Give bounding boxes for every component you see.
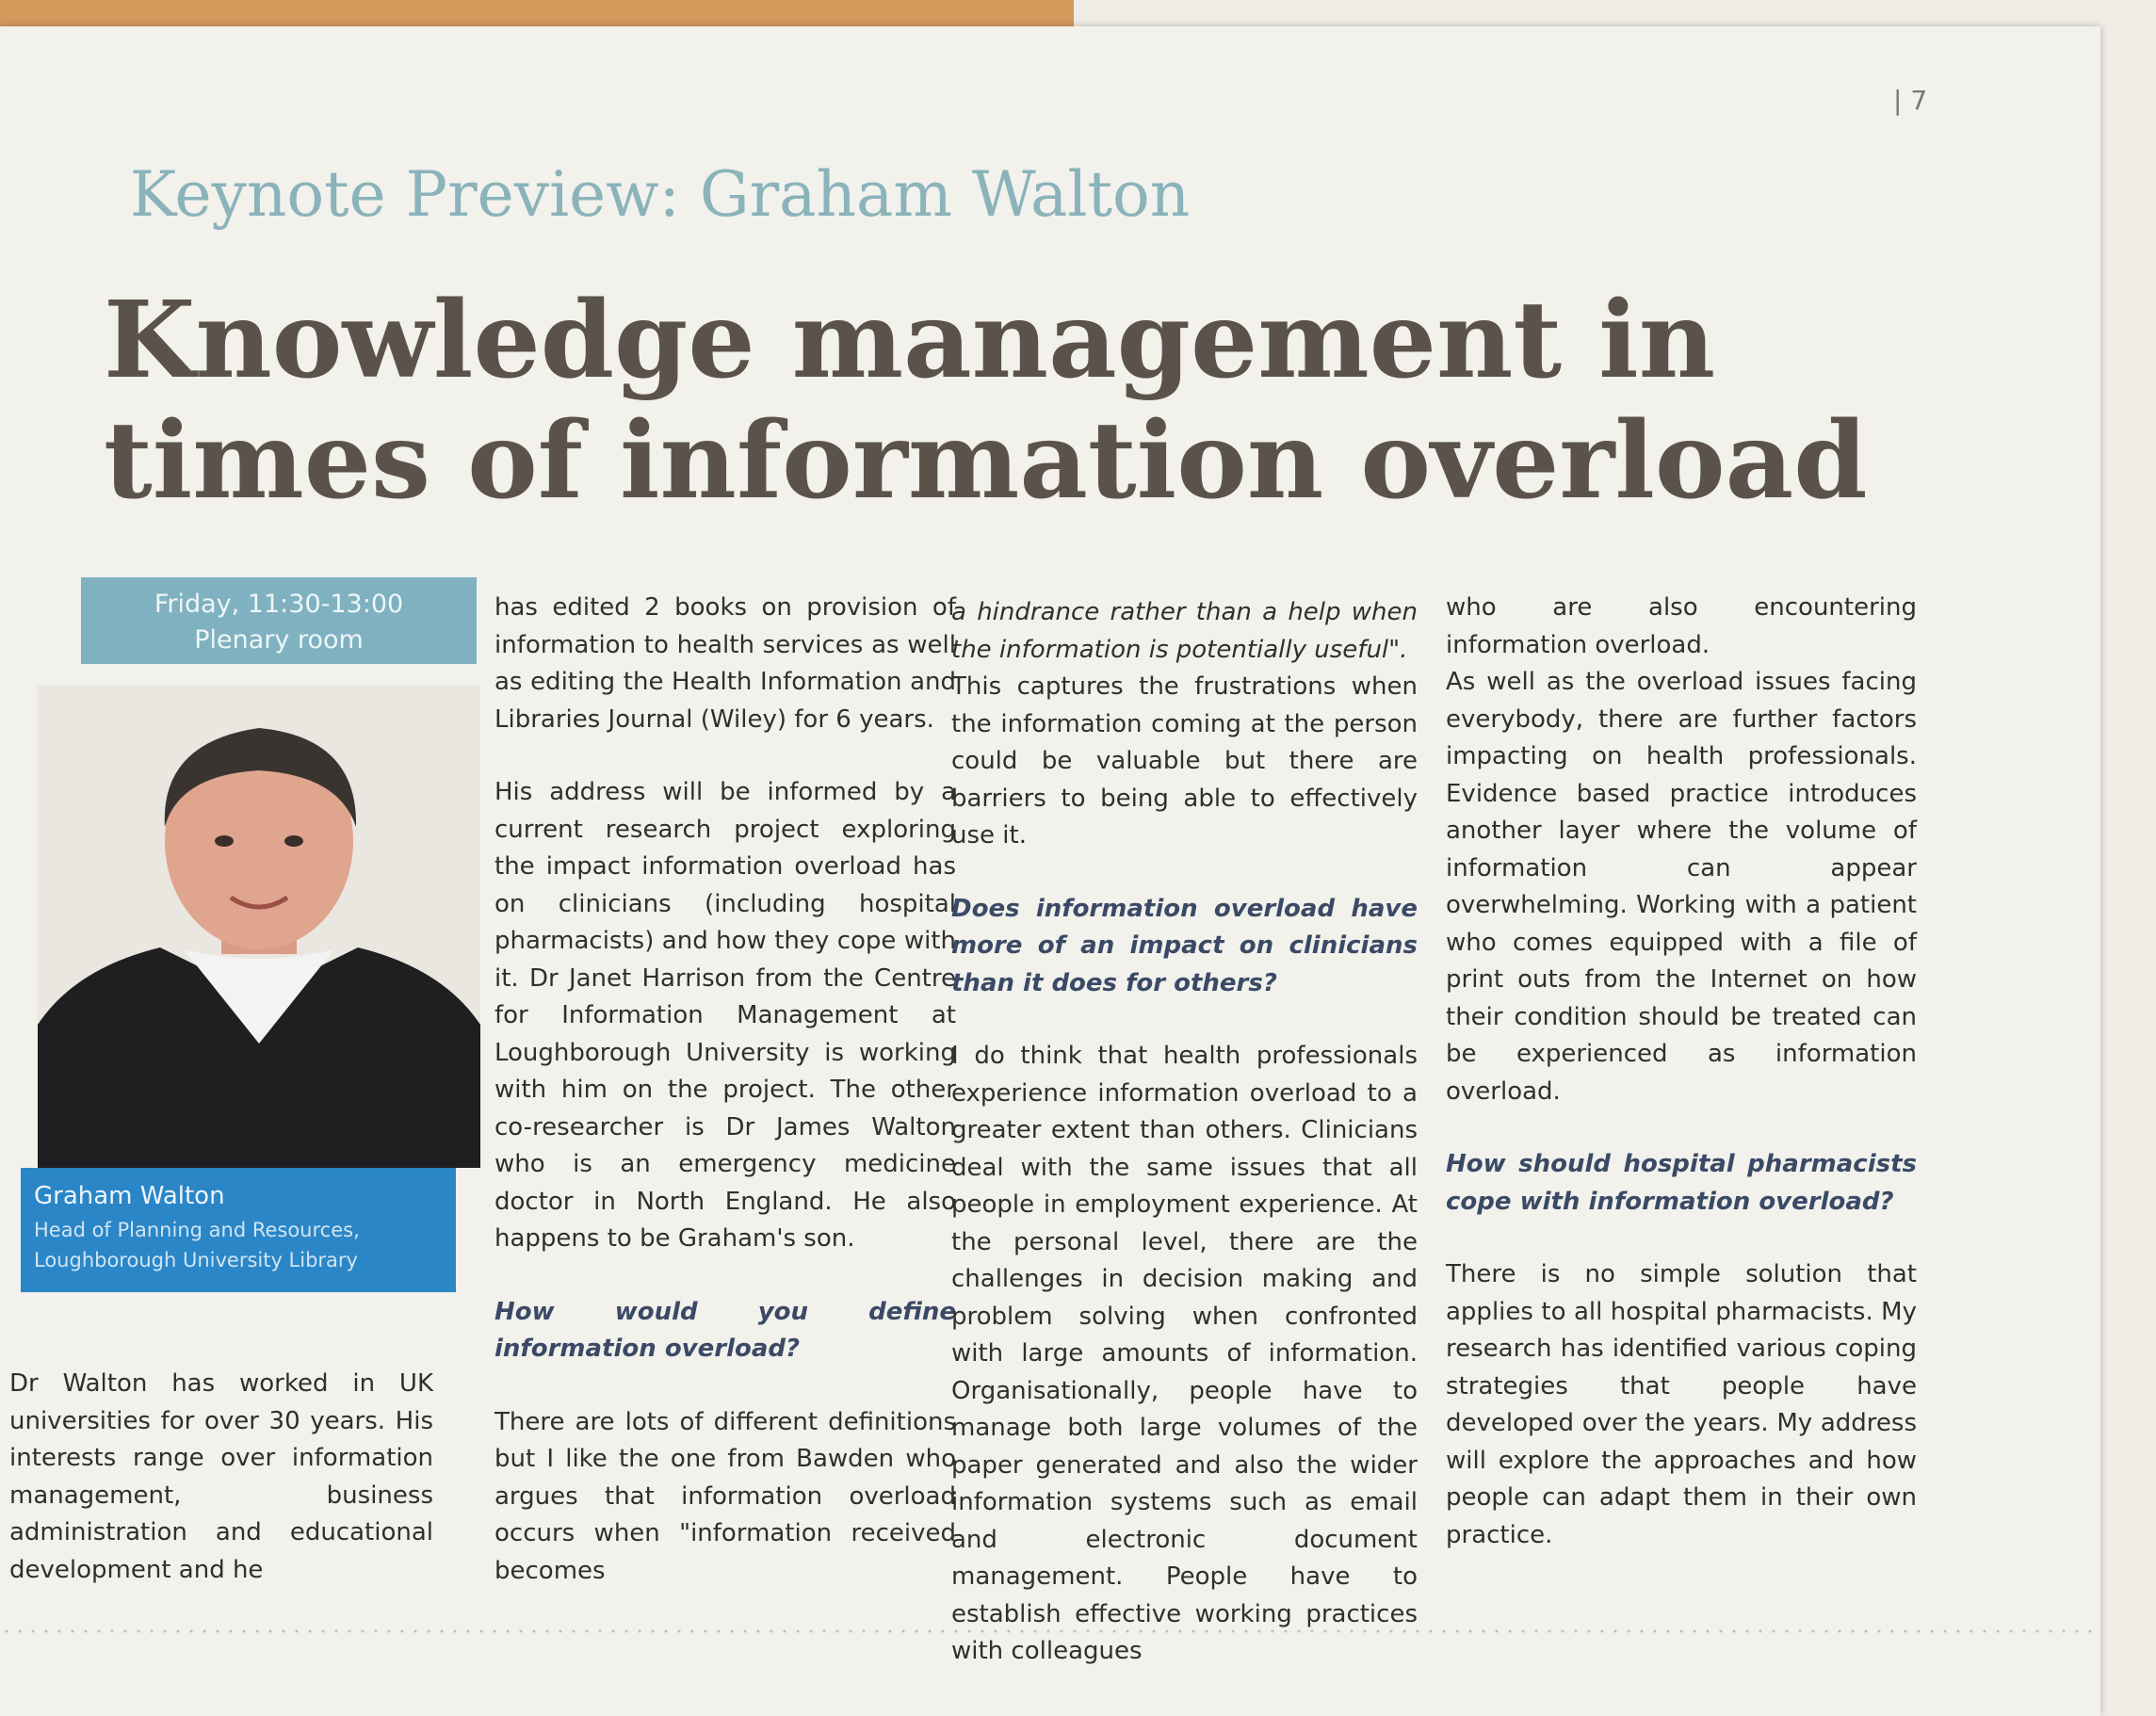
column-4 — [1446, 590, 1917, 1590]
answer-2-start: I do think that health professionals experience information overload to a greater extent than others. Clinicians deal with the same issues that all people in employment experience. At the personal level, there are the challenges in decision making and problem solving when confronted with large amounts of information. Organisationally, people have to manage both large volumes of the paper generated and also the wider information systems such as email and electronic document management. People have to establish effective working practices with colleagues — [951, 1042, 1418, 1665]
headline-line-1: Knowledge management in — [104, 279, 1716, 402]
kicker-title: Keynote Preview: Graham Walton — [130, 158, 1191, 231]
session-box — [81, 577, 477, 664]
caption-name: Graham Walton — [34, 1182, 225, 1210]
caption-org: Loughborough University Library — [34, 1249, 358, 1271]
answer-2-second-paragraph: As well as the overload issues facing everybody, there are further factors impacting on health professionals. Evidence based practice introduces another layer where the volume of information can appear overwhelming. Working with a patient who comes equipped with a file of print outs from the Internet on how their condition should be treated can be experienced as information overload. — [1446, 668, 1917, 1106]
answer-3: There is no simple solution that applies to all hospital pharmacists. My research has identified various coping strategies that people have developed over the years. My address will explore the approaches and how people can adapt them in their own practice. — [1446, 1260, 1917, 1549]
portrait-illustration — [38, 686, 480, 1168]
question-2: Does information overload have more of an impact on clinicians than it does for others? — [951, 894, 1418, 997]
column-1 — [9, 1366, 433, 1625]
session-time: Friday, 11:30-13:00 — [154, 590, 404, 619]
magazine-page — [0, 26, 2100, 1716]
intro-paragraph-start: Dr Walton has worked in UK universities for over 30 years. His interests range over information management, business administration and educational development and he — [9, 1369, 433, 1584]
column-2 — [494, 590, 956, 1626]
dotted-rule — [0, 1629, 2100, 1633]
session-room: Plenary room — [194, 625, 364, 655]
page-number: | 7 — [1893, 85, 1928, 116]
headline — [104, 281, 1868, 522]
answer-1-start: There are lots of different definitions but I like the one from Bawden who argues that information overload occurs when "information received becomes — [494, 1407, 956, 1585]
column-3 — [951, 594, 1418, 1707]
answer-1-end: This captures the frustrations when the information coming at the person could be valuable but there are barriers to being able to effectively use it. — [951, 672, 1418, 850]
question-1: How would you define information overload? — [494, 1297, 956, 1363]
caption-title: Head of Planning and Resources, — [34, 1219, 360, 1241]
answer-1-quote: a hindrance rather than a help when the information is potentially useful". — [951, 598, 1418, 664]
answer-2-continuation: who are also encountering information overload. — [1446, 593, 1917, 659]
photo-caption — [21, 1168, 456, 1292]
headline-line-2: times of information overload — [104, 399, 1868, 523]
intro-paragraph-end: has edited 2 books on provision of information to health services as well as editing the Health Information and Libraries Journal (Wiley) for 6 years. — [494, 593, 956, 734]
question-3: How should hospital pharmacists cope with information overload? — [1446, 1150, 1917, 1216]
research-paragraph: His address will be informed by a current research project exploring the impact information overload has on clinicians (including hospital pharmacists) and how they cope with it. Dr Janet Harrison from the Centre for Information Management at Loughborough University is working with him on the project. The other co-researcher is Dr James Walton who is an emergency medicine doctor in North England. He also happens to be Graham's son. — [494, 778, 956, 1253]
speaker-photo — [38, 686, 480, 1168]
